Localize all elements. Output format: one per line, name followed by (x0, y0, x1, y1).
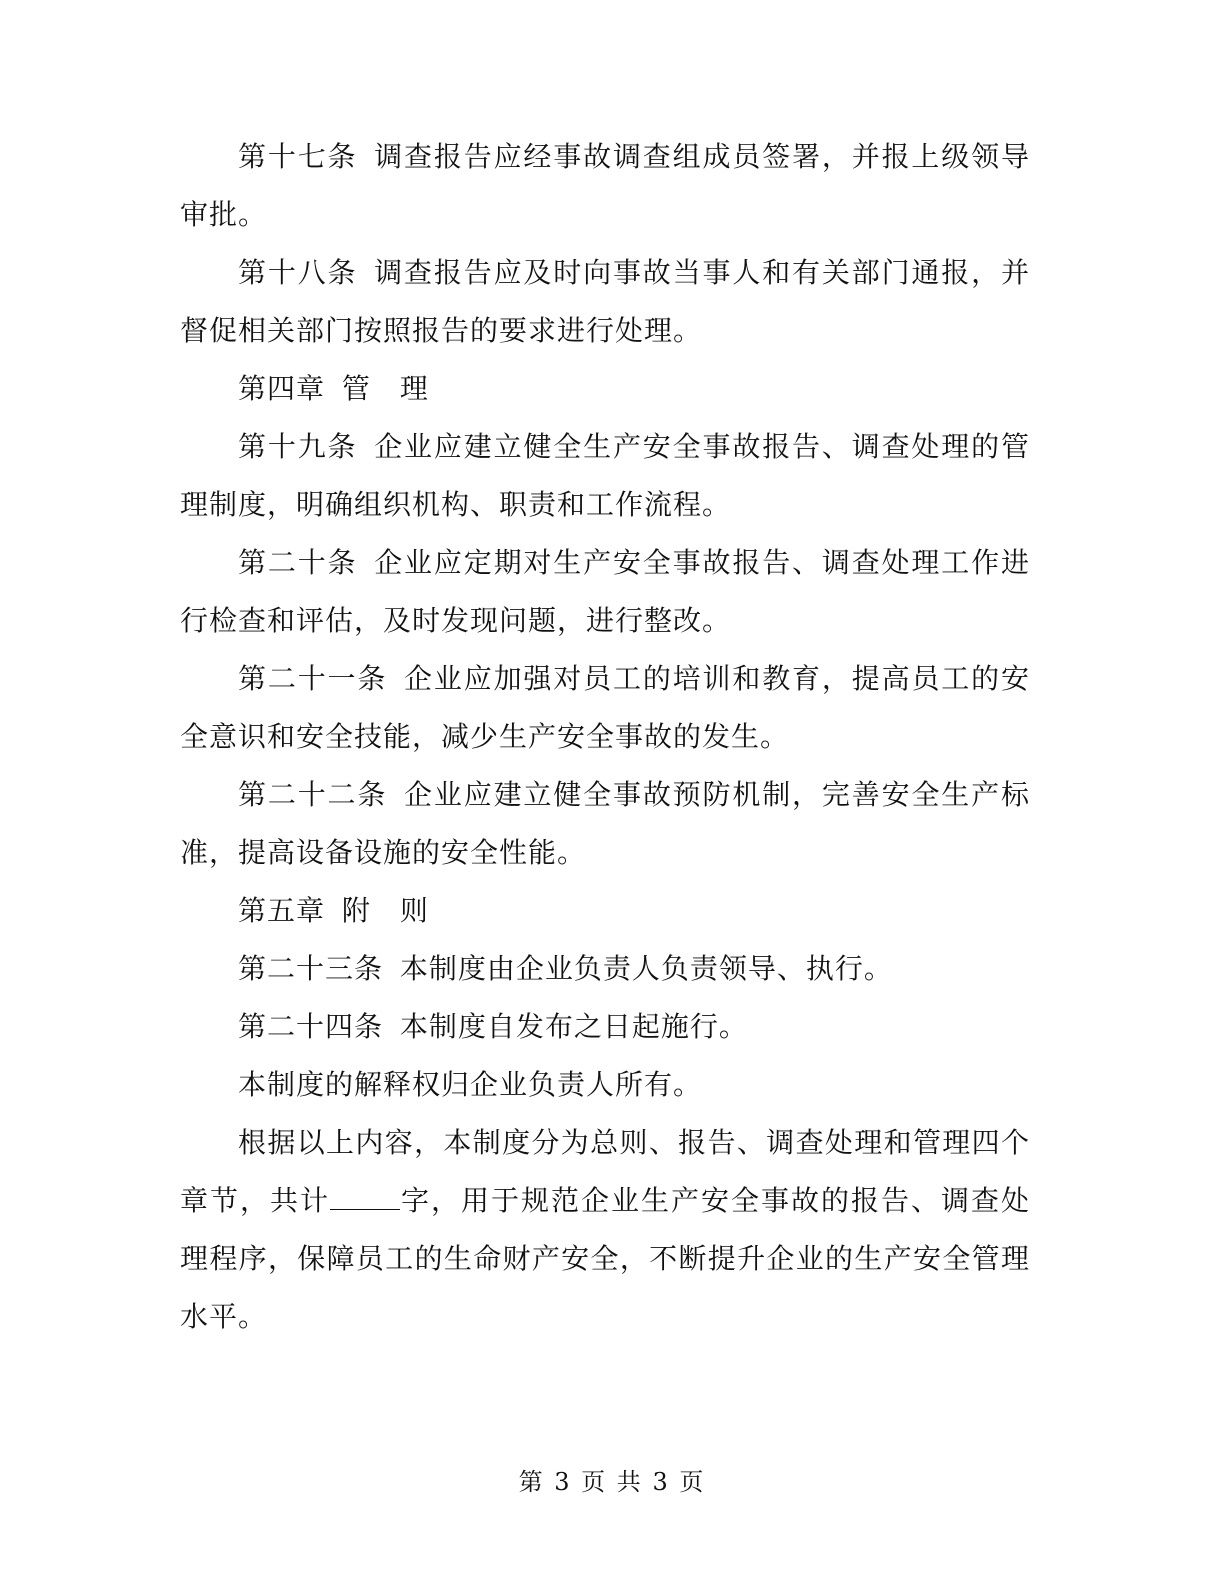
chapter-title: 管 理 (341, 372, 429, 405)
article-label: 第二十一条 (238, 662, 388, 695)
article-label: 第十八条 (238, 256, 358, 289)
article-text: 本制度由企业负责人负责领导、执行。 (399, 952, 893, 985)
chapter-label: 第五章 (238, 894, 326, 927)
article-21 (180, 650, 1030, 766)
article-label: 第十七条 (238, 140, 358, 173)
article-text: 企业应建立健全事故预防机制，完善安全生产标准，提高设备设施的安全性能。 (180, 778, 1030, 869)
chapter-4-heading (180, 360, 1030, 418)
article-23 (180, 940, 1030, 998)
word-count-blank (330, 1185, 400, 1210)
article-22 (180, 766, 1030, 882)
article-text: 本制度自发布之日起施行。 (399, 1010, 748, 1043)
summary-part-1: 根据以上内容，本制度分为总则、报告、调查处理和管理四个章节，共计 (180, 1126, 1030, 1217)
interpretation-note: 本制度的解释权归企业负责人所有。 (238, 1068, 703, 1101)
article-18 (180, 244, 1030, 360)
article-label: 第二十四条 (238, 1010, 384, 1043)
article-label: 第二十三条 (238, 952, 384, 985)
document-body (180, 128, 1030, 1346)
article-20 (180, 534, 1030, 650)
chapter-5-heading (180, 882, 1030, 940)
article-text: 调查报告应及时向事故当事人和有关部门通报，并督促相关部门按照报告的要求进行处理。 (180, 256, 1030, 347)
article-label: 第二十条 (238, 546, 358, 579)
article-text: 企业应建立健全生产安全事故报告、调查处理的管理制度，明确组织机构、职责和工作流程。 (180, 430, 1030, 521)
article-text: 企业应定期对生产安全事故报告、调查处理工作进行检查和评估，及时发现问题，进行整改。 (180, 546, 1030, 637)
article-19 (180, 418, 1030, 534)
article-label: 第二十二条 (238, 778, 388, 811)
summary-part-2: 字，用于规范企业生产安全事故的报告、调查处理程序，保障员工的生命财产安全，不断提升企业的生产安全管理水平。 (180, 1184, 1030, 1333)
article-label: 第十九条 (238, 430, 358, 463)
page-footer: 第 3 页 共 3 页 (518, 1468, 706, 1496)
article-17 (180, 128, 1030, 244)
chapter-label: 第四章 (238, 372, 326, 405)
article-24 (180, 998, 1030, 1056)
article-text: 调查报告应经事故调查组成员签署，并报上级领导审批。 (180, 140, 1030, 231)
chapter-title: 附 则 (341, 894, 429, 927)
summary-paragraph (180, 1114, 1030, 1346)
article-text: 企业应加强对员工的培训和教育，提高员工的安全意识和安全技能，减少生产安全事故的发生。 (180, 662, 1030, 753)
